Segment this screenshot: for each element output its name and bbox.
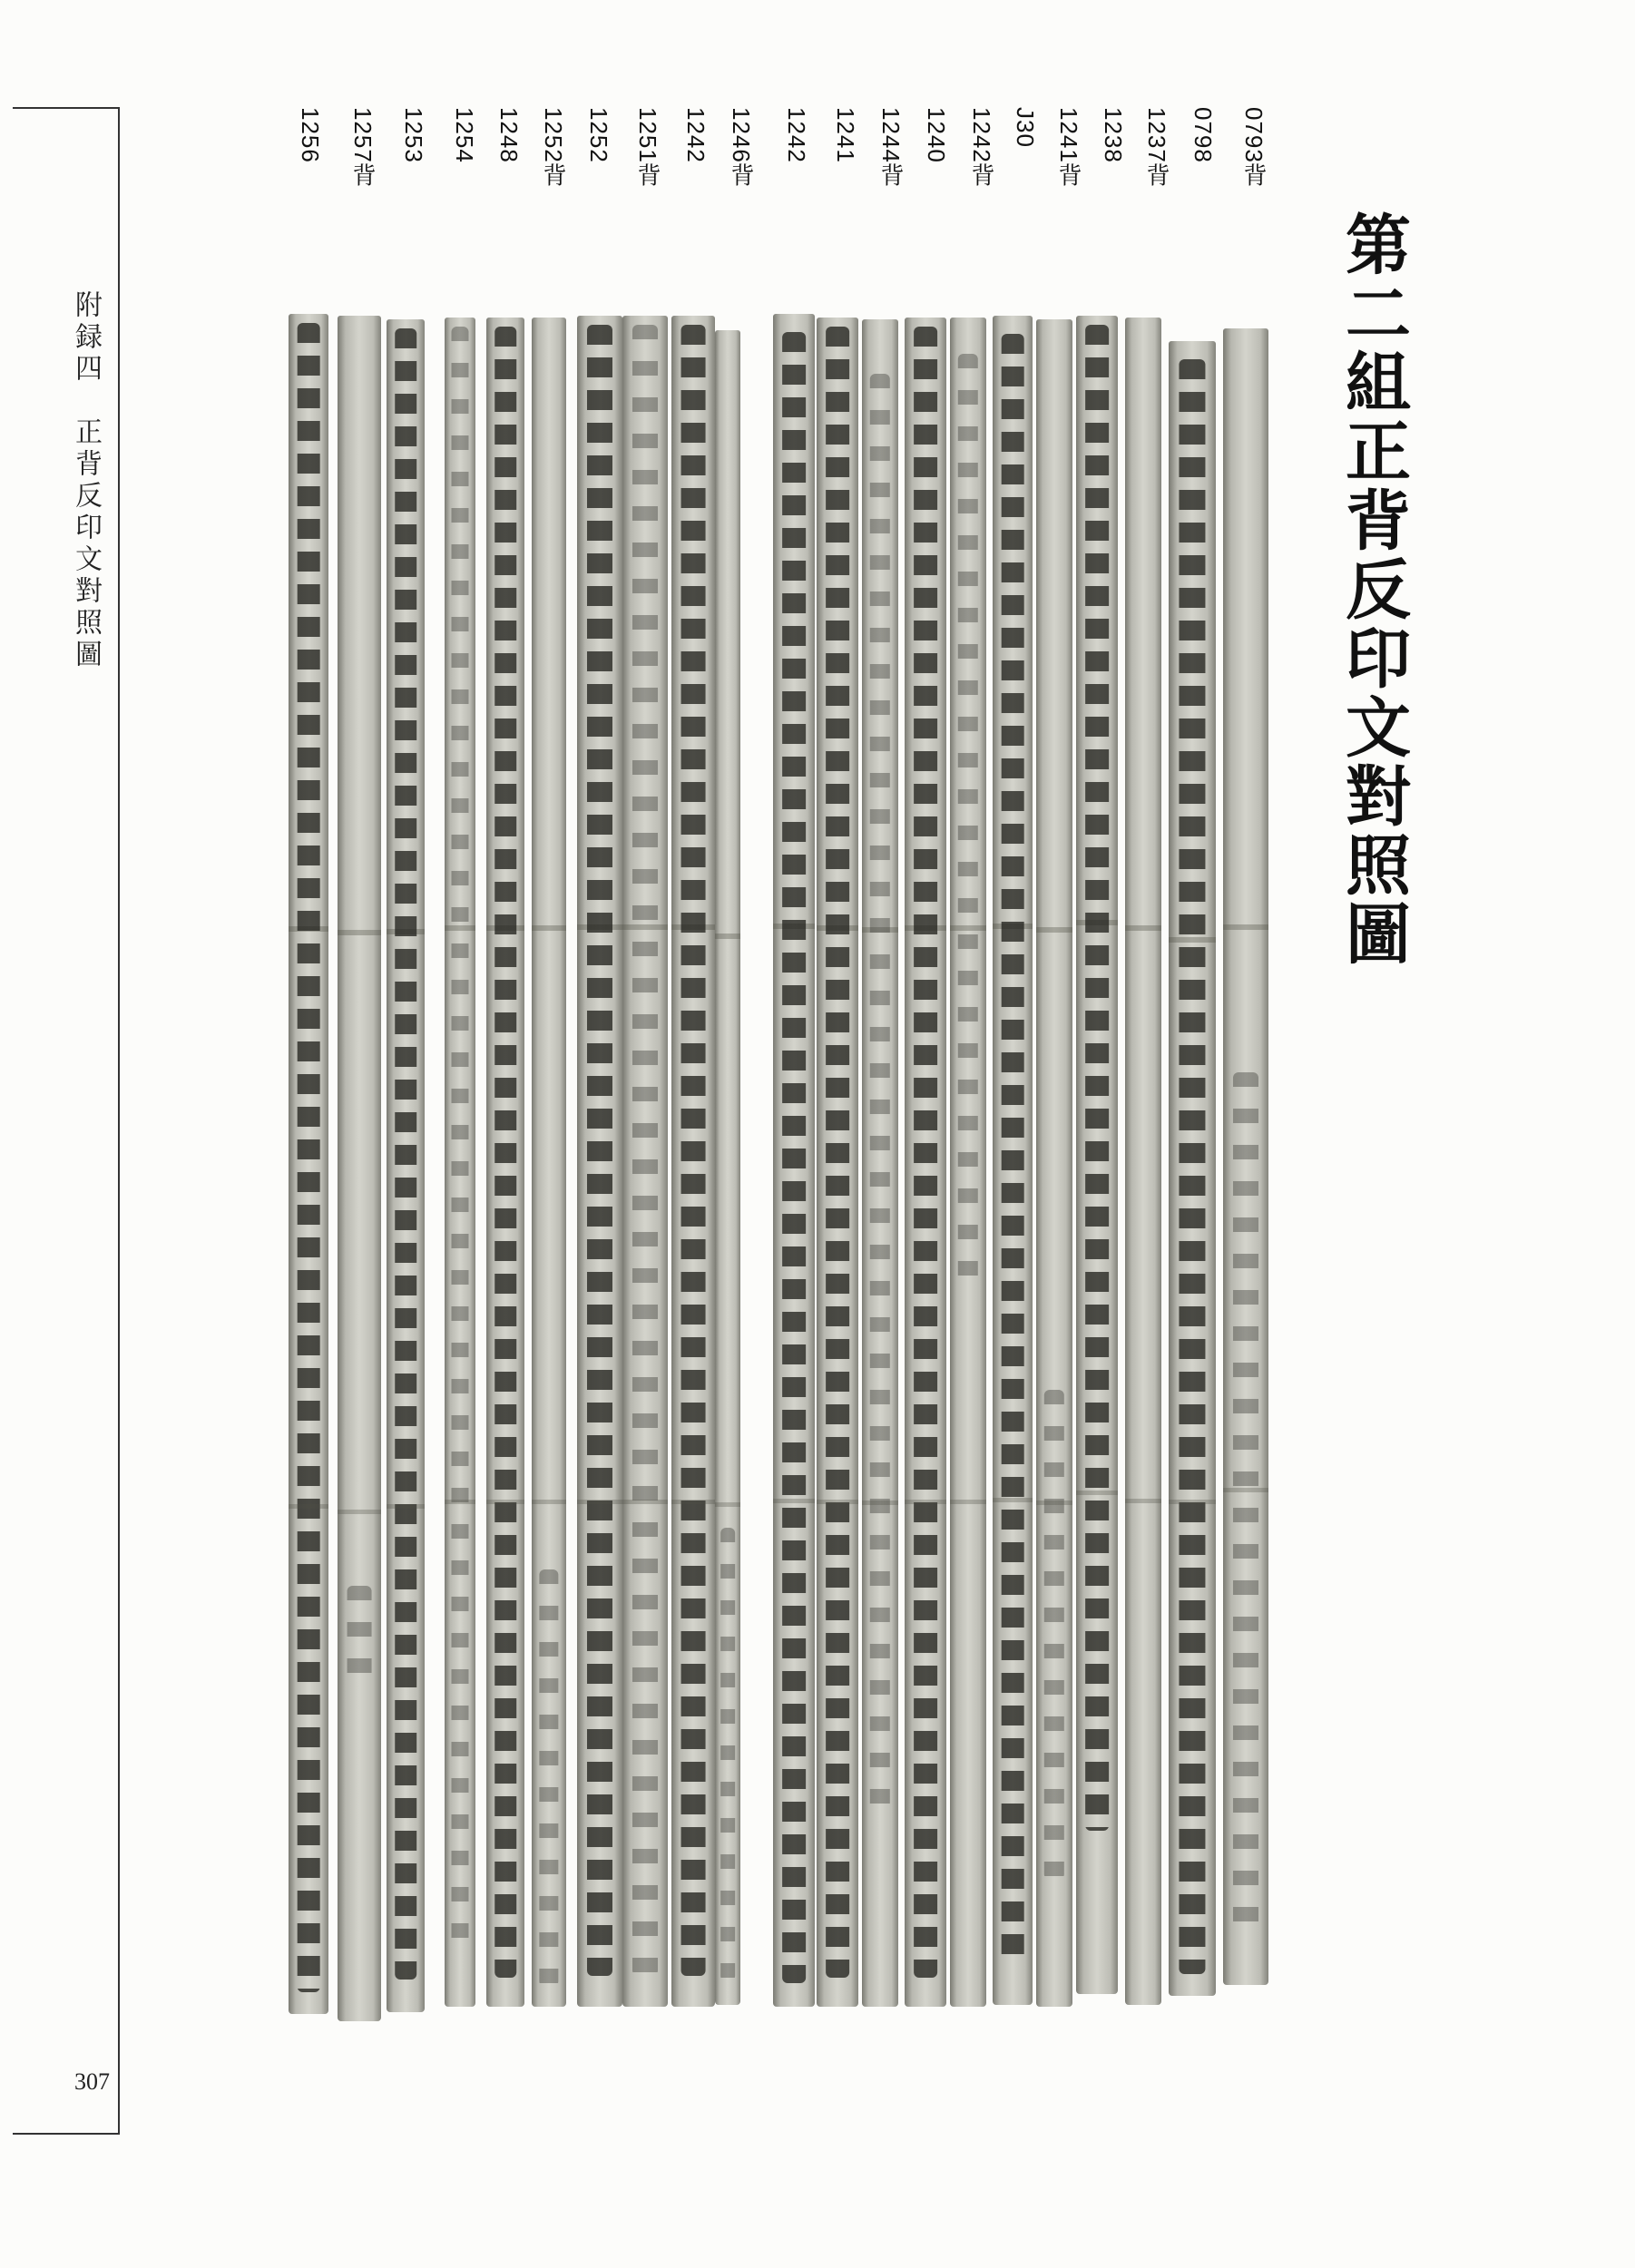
slip-label: 1242 [682, 107, 710, 163]
slip-label: 1254 [451, 107, 478, 163]
bamboo-slip [445, 318, 475, 2007]
bamboo-slip [862, 319, 898, 2007]
bamboo-slip [950, 318, 986, 2007]
slip-label: 1242背 [968, 107, 995, 188]
bamboo-slip [671, 316, 715, 2007]
slip-label: 1252 [585, 107, 612, 163]
slip-label: 1257背 [349, 107, 377, 188]
slip-label: 1251背 [634, 107, 661, 188]
slip-label: J30 [1012, 107, 1039, 148]
bamboo-slip [715, 330, 740, 2005]
bamboo-slip [817, 318, 858, 2007]
slip-label: 0793背 [1240, 107, 1268, 188]
slip-label: 1240 [923, 107, 950, 163]
bamboo-slip [622, 316, 668, 2007]
bamboo-slip [486, 318, 524, 2007]
slip-label: 1238 [1100, 107, 1127, 163]
bamboo-slip [905, 318, 946, 2007]
slip-label: 1242 [783, 107, 810, 163]
bamboo-slip [338, 316, 381, 2021]
bamboo-slip [577, 316, 622, 2007]
bamboo-slip [1125, 318, 1161, 2005]
bamboo-slip [1169, 341, 1216, 1996]
slip-label: 0798 [1190, 107, 1217, 163]
slip-label: 1248 [495, 107, 523, 163]
margin-rule [13, 107, 120, 2135]
page-number: 307 [74, 2068, 110, 2095]
slip-label: 1253 [400, 107, 427, 163]
bamboo-slip [532, 318, 566, 2007]
slip-label: 1256 [297, 107, 324, 163]
page-title: 第二組正背反印文對照圖 [1335, 210, 1412, 969]
slip-label: 1244背 [877, 107, 905, 188]
slip-label: 1246背 [728, 107, 755, 188]
running-head: 附録四 正背反印文對照圖 [70, 290, 102, 671]
bamboo-slip [1036, 319, 1072, 2007]
slip-label: 1252背 [540, 107, 567, 188]
slip-label: 1241背 [1055, 107, 1082, 188]
bamboo-slip [387, 319, 425, 2012]
slip-label: 1237背 [1143, 107, 1170, 188]
slip-label: 1241 [832, 107, 859, 163]
bamboo-slip [1076, 316, 1118, 1994]
bamboo-slip [289, 314, 328, 2014]
bamboo-slip [993, 316, 1033, 2005]
bamboo-slip [1223, 328, 1268, 1985]
bamboo-slip [773, 314, 815, 2007]
